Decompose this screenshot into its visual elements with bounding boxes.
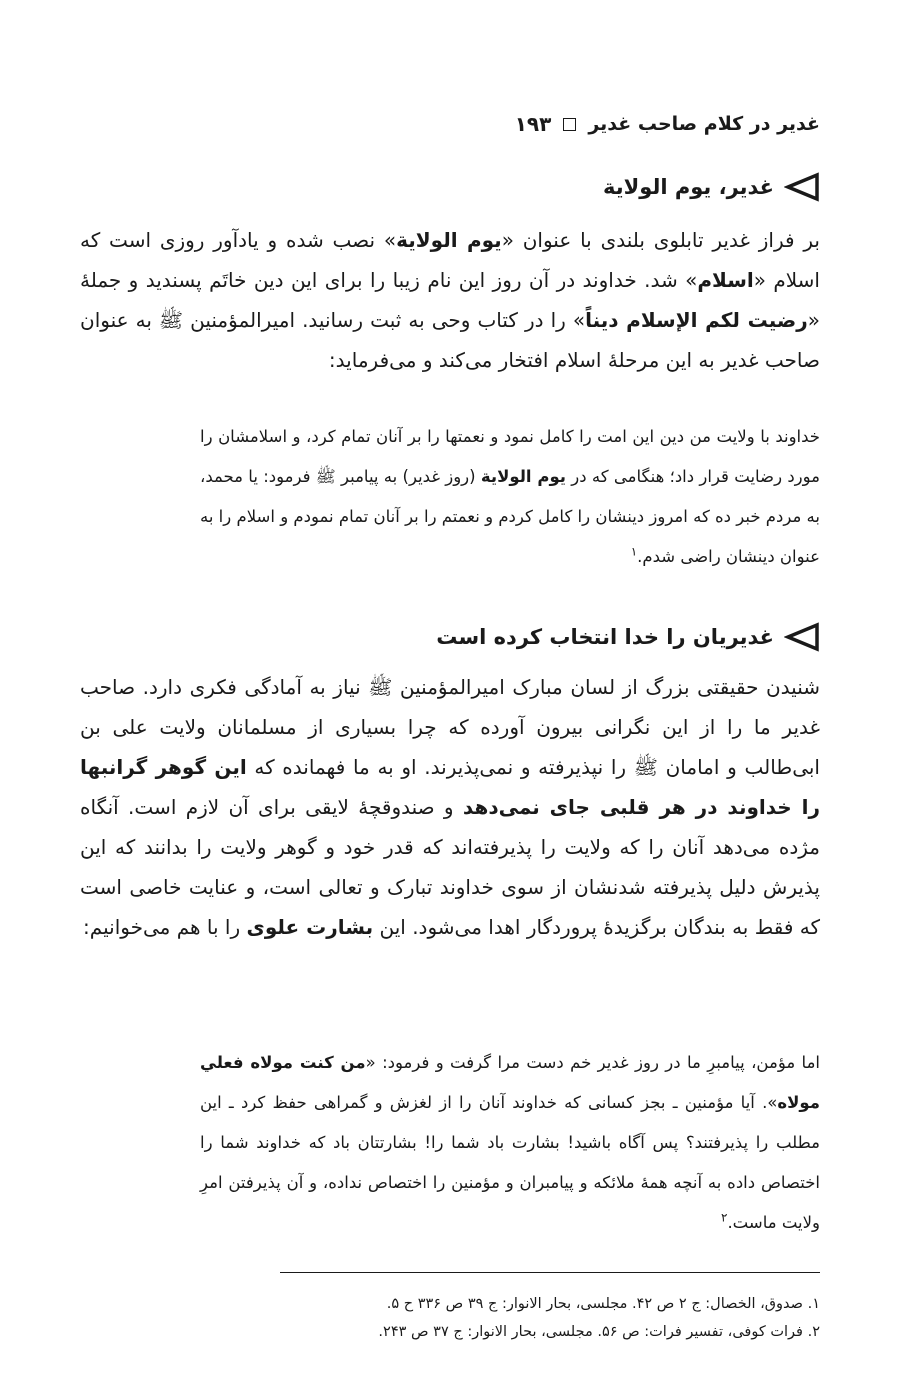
footnote-marker: ۲ bbox=[720, 1210, 728, 1225]
text-run: اما مؤمن، پیامبرِ ما در روز غدیر خم دست مرا گرفت و فرمود: « bbox=[365, 1053, 820, 1072]
running-header bbox=[80, 112, 820, 136]
bold-phrase: یوم الولایة bbox=[396, 228, 502, 252]
text-run: را با هم می‌خوانیم: bbox=[83, 915, 247, 939]
bold-phrase: من کنت مولاه فعلي مولاه bbox=[200, 1053, 820, 1112]
section-title-2 bbox=[80, 622, 820, 652]
footnotes bbox=[80, 1290, 820, 1346]
text-run: شنیدن حقیقتی بزرگ از لسان مبارک امیرالمؤمنین ﷺ نیاز به آمادگی فکری دارد. صاحب غدیر ما را از این نگرانی بیرون آورده که چرا بسیاری از مسلمانان ولایت علی بن ابی‌طالب و امامان ﷺ را نپذیرفته و نمی‌پذیرند. او به ما فهمانده که bbox=[80, 675, 820, 779]
text-run: ». آیا مؤمنین ـ بجز کسانی که خداوند آنان را از لغزش و گمراهی حفظ کرد ـ این مطلب را پذیرفتند؟ پس آگاه باشید! بشارت باد شما را! بشارتتان باد که خداوند شما را اختصاص داده به آنچه همهٔ ملائکه و پیامبران و مؤمنین را اختصاص نداده، و آن پذیرفتن امرِ ولایت ماست. bbox=[200, 1093, 820, 1232]
section-title-1-text: غدیر، یوم الولایة bbox=[603, 175, 774, 199]
section1-paragraph bbox=[80, 220, 820, 380]
triangle-left-icon bbox=[784, 622, 820, 652]
bold-phrase: این گوهر گرانبها را خداوند در هر قلبی جای نمی‌دهد bbox=[80, 755, 821, 819]
section2-paragraph bbox=[80, 667, 820, 947]
triangle-left-icon bbox=[784, 172, 820, 202]
footnote-1: ۱. صدوق، الخصال: ج ۲ ص ۴۲. مجلسی، بحار الانوار: ج ۳۹ ص ۳۳۶ ح ۵. bbox=[386, 1296, 820, 1312]
section-title-2-text: غدیریان را خدا انتخاب کرده است bbox=[436, 625, 774, 649]
section2-quote bbox=[200, 1043, 820, 1243]
bold-phrase: اسلام bbox=[697, 268, 754, 292]
text-run: و صندوقچهٔ لایقی برای آن لازم است. آنگاه مژده می‌دهد آنان را که ولایت را پذیرفته‌اند که قدر خود و گوهر ولایت را بدانند که این پذیرش دلیل پذیرفته شدنشان از سوی خداوند تبارک و تعالی است، و عنایت خاصی است که فقط به بندگان برگزیدهٔ پروردگار اهدا می‌شود. این bbox=[80, 795, 820, 939]
page-number: ۱۹۳ bbox=[514, 112, 552, 136]
header-title: غدیر در کلام صاحب غدیر bbox=[588, 113, 820, 135]
footnote-2: ۲. فرات کوفی، تفسیر فرات: ص ۵۶. مجلسی، بحار الانوار: ج ۳۷ ص ۲۴۳. bbox=[378, 1324, 820, 1340]
bold-phrase: یوم الولایة bbox=[480, 467, 566, 486]
text-run: (روز غدیر) به پیامبر ﷺ فرمود: یا محمد، به مردم خبر ده که امروز دینشان را کامل کردم و نعمتم را بر آنان تمام نمودم و اسلام را به عنوان دینشان راضی شدم. bbox=[200, 467, 820, 566]
bold-phrase: رضیت لکم الإسلام دیناً bbox=[585, 308, 808, 332]
section1-quote bbox=[200, 417, 820, 577]
bold-phrase: بشارت علوی bbox=[246, 915, 374, 939]
text-run: » شد. خداوند در آن روز این نام زیبا را برای این دین خاتَم پسندید و جملهٔ « bbox=[80, 268, 820, 332]
text-run: بر فراز غدیر تابلوی بلندی با عنوان « bbox=[501, 228, 820, 252]
section-title-1 bbox=[80, 172, 820, 202]
footnote-separator bbox=[280, 1272, 820, 1273]
text-run: » را در کتاب وحی به ثبت رسانید. امیرالمؤمنین ﷺ به عنوان صاحب غدیر به این مرحلهٔ اسلام افتخار می‌کند و می‌فرماید: bbox=[80, 308, 820, 372]
text-run: خداوند با ولایت من دین این امت را کامل نمود و نعمتها را بر آنان تمام کرد، و اسلامشان را مورد رضایت قرار داد؛ هنگامی که در bbox=[200, 427, 821, 486]
square-separator-icon bbox=[563, 118, 576, 131]
footnote-marker: ۱ bbox=[630, 544, 638, 559]
text-run: » نصب شده و یادآور روزی است که اسلام « bbox=[80, 228, 820, 292]
